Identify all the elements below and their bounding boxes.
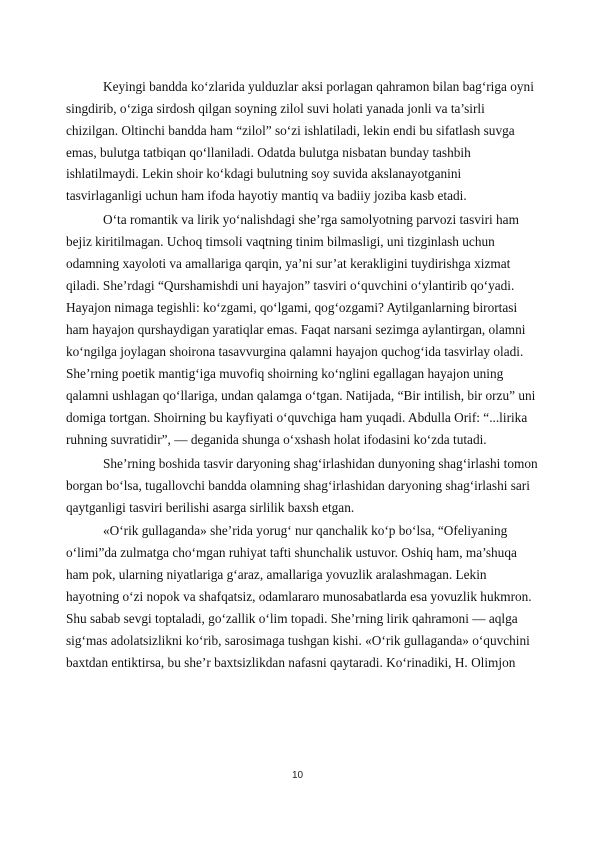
text-line: emas, bulutga tatbiqan qo‘llaniladi. Odatda bulutga nisbatan bunday tashbih [66,145,471,160]
page-number: 10 [291,770,304,781]
text-line: ham pok, ularning niyatlariga g‘araz, amallariga yovuzlik aralashmagan. Lekin [66,567,487,582]
text-line: Keyingi bandda ko‘zlarida yulduzlar aksi porlagan qahramon bilan bag‘riga oyni [103,79,534,94]
text-line: She’rning boshida tasvir daryoning shag‘irlashidan dunyoning shag‘irlashi tomon [103,456,538,471]
text-line: ham hayajon qurshaydigan yaratiqlar emas. Faqat narsani sezimga aylantirgan, olamni [66,322,526,337]
text-line: baxtdan entiktirsa, bu she’r baxtsizlikdan nafasni qaytaradi. Ko‘rinadiki, H. Olimjon [66,655,516,670]
text-line: borgan bo‘lsa, tugallovchi bandda olamning shag‘irlashidan daryoning shag‘irlashi sari [66,478,530,493]
text-line: domiga tortgan. Shoirning bu kayfiyati o‘quvchiga ham yuqadi. Abdulla Orif: “...lirika [66,410,528,425]
text-line: qiladi. She’rdagi “Qurshamishdi uni hayajon” tasviri o‘quvchini o‘ylantirib qo‘yadi. [66,278,515,293]
text-line: bejiz kiritilmagan. Uchoq timsoli vaqtning tinim bilmasligi, uni tizginlash uchun [66,234,495,249]
text-line: ko‘ngilga joylagan shoirona tasavvurgina qalamni hayajon quchog‘ida tasvirlay oladi. [66,344,524,359]
text-line: O‘ta romantik va lirik yo‘nalishdagi she’rga samolyotning parvozi tasviri ham [103,212,519,227]
text-line: singdirib, o‘ziga sirdosh qilgan soyning zilol suvi holati yanada jonli va ta’sirli [66,101,485,116]
text-line: Shu sabab sevgi toptaladi, go‘zallik o‘lim topadi. She’rning lirik qahramoni — aqlga [66,611,518,626]
text-line: ishlatilmaydi. Lekin shoir ko‘kdagi bulutning soy suvida akslanayotganini [66,166,462,181]
text-line: hayotning o‘zi nopok va shafqatsiz, odamlararo munosabatlarda esa yovuzlik hukmron. [66,589,532,604]
text-line: chizilgan. Oltinchi bandda ham “zilol” so‘zi ishlatiladi, lekin endi bu sifatlash suvga [66,123,515,138]
text-line: «O‘rik gullaganda» she’rida yorug‘ nur qanchalik ko‘p bo‘lsa, “Ofeliyaning [103,523,508,538]
text-line: o‘limi”da zulmatga cho‘mgan ruhiyat tafti shunchalik ustuvor. Oshiq ham, ma’shuqa [66,545,517,560]
text-line: sig‘mas adolatsizlikni ko‘rib, sarosimaga tushgan kishi. «O‘rik gullaganda» o‘quvchini [66,633,530,648]
text-line: Hayajon nimaga tegishli: ko‘zgami, qo‘lgami, qog‘ozgami? Aytilganlarning birortasi [66,300,518,315]
text-line: qaytganligi tasviri berilishi asarga sirlilik baxsh etgan. [66,500,355,515]
text-line: ruhning suvratidir”, — deganida shunga o‘xshash holat ifodasini ko‘zda tutadi. [66,432,487,447]
text-line: odamning xayoloti va amallariga qarqin, ya’ni sur’at kerakligini tuydirishga xizmat [66,256,511,271]
text-line: qalamni ushlagan qo‘llariga, undan qalamga o‘tgan. Natijada, “Bir intilish, bir orzu” uni [66,388,536,403]
text-line: tasvirlaganligi uchun ham ifoda hayotiy mantiq va badiiy joziba kasb etadi. [66,188,467,203]
text-line: She’rning poetik mantig‘iga muvofiq shoirning ko‘nglini egallagan hayajon uning [66,366,504,381]
